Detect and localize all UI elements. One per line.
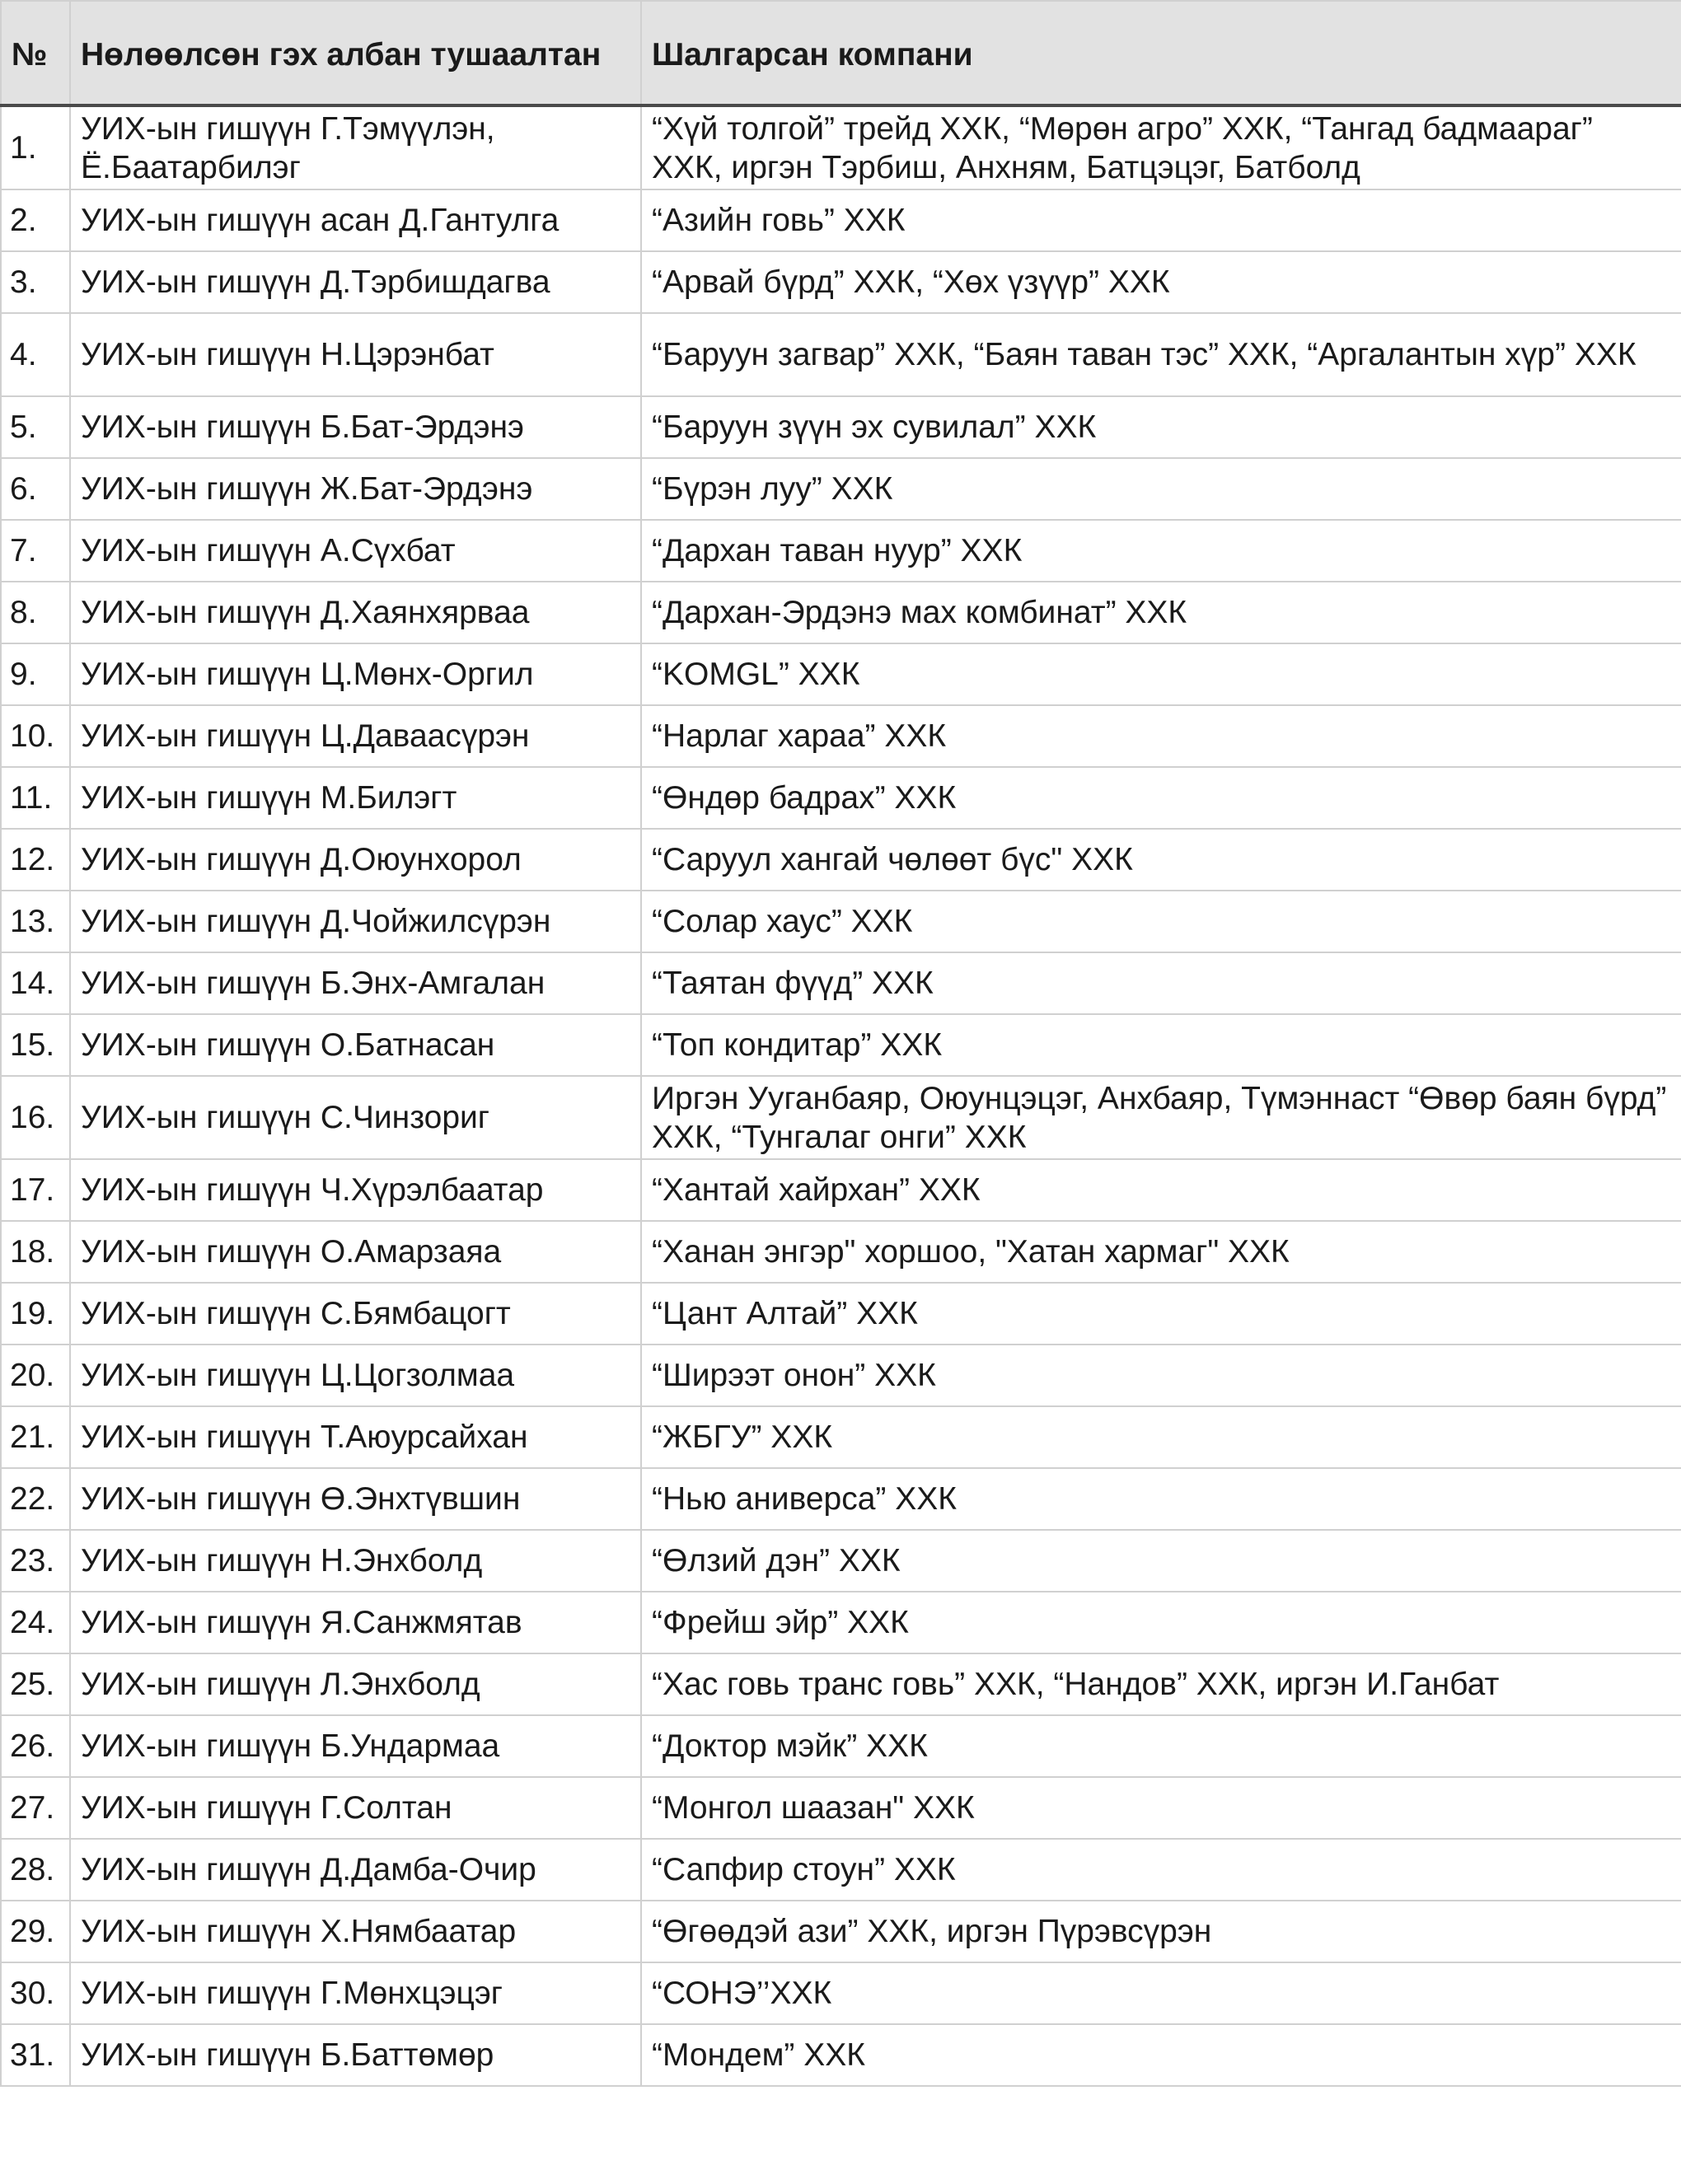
official-cell: УИХ-ын гишүүн Г.Тэмүүлэн, Ё.Баатарбилэг	[70, 105, 641, 189]
row-number: 14.	[1, 952, 70, 1014]
table-row	[1, 2024, 1681, 2086]
row-number: 28.	[1, 1839, 70, 1901]
official-cell: УИХ-ын гишүүн Ч.Хүрэлбаатар	[70, 1159, 641, 1221]
official-cell: УИХ-ын гишүүн Б.Ундармаа	[70, 1715, 641, 1777]
table-row	[1, 1468, 1681, 1530]
company-cell: Иргэн Ууганбаяр, Оюунцэцэг, Анхбаяр, Түмэннаст “Өвөр баян бүрд” ХХК, “Тунгалаг онги” ХХК	[641, 1076, 1681, 1159]
table-row	[1, 251, 1681, 313]
table-row	[1, 1406, 1681, 1468]
official-cell: УИХ-ын гишүүн Н.Энхболд	[70, 1530, 641, 1592]
table-row	[1, 1777, 1681, 1839]
table-row	[1, 767, 1681, 829]
table-row	[1, 643, 1681, 705]
official-cell: УИХ-ын гишүүн Г.Мөнхцэцэг	[70, 1962, 641, 2024]
table-row	[1, 705, 1681, 767]
row-number: 20.	[1, 1345, 70, 1406]
table-row	[1, 189, 1681, 251]
company-cell: “Хүй толгой” трейд ХХК, “Мөрөн агро” ХХК, “Тангад бадмаараг” ХХК, иргэн Тэрбиш, Анхням, Батцэцэг, Батболд	[641, 105, 1681, 189]
company-cell: “Баруун зүүн эх сувилал” ХХК	[641, 396, 1681, 458]
company-cell: “Өлзий дэн” ХХК	[641, 1530, 1681, 1592]
official-cell: УИХ-ын гишүүн Б.Энх-Амгалан	[70, 952, 641, 1014]
company-cell: “Саруул хангай чөлөөт бүс" ХХК	[641, 829, 1681, 891]
table-row	[1, 891, 1681, 952]
official-cell: УИХ-ын гишүүн Х.Нямбаатар	[70, 1901, 641, 1962]
table-row	[1, 1592, 1681, 1653]
table-row	[1, 1901, 1681, 1962]
official-cell: УИХ-ын гишүүн Ө.Энхтүвшин	[70, 1468, 641, 1530]
row-number: 1.	[1, 105, 70, 189]
company-cell: “Өндөр бадрах” ХХК	[641, 767, 1681, 829]
row-number: 12.	[1, 829, 70, 891]
company-cell: “Солар хаус” ХХК	[641, 891, 1681, 952]
row-number: 8.	[1, 582, 70, 643]
official-cell: УИХ-ын гишүүн Л.Энхболд	[70, 1653, 641, 1715]
company-cell: “Арвай бүрд” ХХК, “Хөх үзүүр” ХХК	[641, 251, 1681, 313]
official-cell: УИХ-ын гишүүн Н.Цэрэнбат	[70, 313, 641, 396]
row-number: 4.	[1, 313, 70, 396]
official-cell: УИХ-ын гишүүн Д.Дамба-Очир	[70, 1839, 641, 1901]
official-cell: УИХ-ын гишүүн Д.Тэрбишдагва	[70, 251, 641, 313]
table-row	[1, 829, 1681, 891]
official-cell: УИХ-ын гишүүн А.Сүхбат	[70, 520, 641, 582]
official-cell: УИХ-ын гишүүн Д.Чойжилсүрэн	[70, 891, 641, 952]
row-number: 21.	[1, 1406, 70, 1468]
row-number: 3.	[1, 251, 70, 313]
official-cell: УИХ-ын гишүүн асан Д.Гантулга	[70, 189, 641, 251]
row-number: 22.	[1, 1468, 70, 1530]
table-row	[1, 1530, 1681, 1592]
company-cell: “Ширээт онон” ХХК	[641, 1345, 1681, 1406]
company-cell: “Фрейш эйр” ХХК	[641, 1592, 1681, 1653]
company-cell: “Ханан энгэр" хоршоо, "Хатан хармаг" ХХК	[641, 1221, 1681, 1283]
company-cell: “Нью аниверса” ХХК	[641, 1468, 1681, 1530]
table-row	[1, 1283, 1681, 1345]
official-cell: УИХ-ын гишүүн Ц.Цогзолмаа	[70, 1345, 641, 1406]
row-number: 2.	[1, 189, 70, 251]
row-number: 27.	[1, 1777, 70, 1839]
table-body	[1, 105, 1681, 2086]
header-company: Шалгарсан компани	[641, 1, 1681, 105]
company-cell: “Дархан таван нуур” ХХК	[641, 520, 1681, 582]
official-cell: УИХ-ын гишүүн О.Амарзаяа	[70, 1221, 641, 1283]
company-cell: “Таятан фүүд” ХХК	[641, 952, 1681, 1014]
row-number: 5.	[1, 396, 70, 458]
company-cell: “Доктор мэйк” ХХК	[641, 1715, 1681, 1777]
official-cell: УИХ-ын гишүүн О.Батнасан	[70, 1014, 641, 1076]
company-cell: “ЖБГУ” ХХК	[641, 1406, 1681, 1468]
company-cell: “Хантай хайрхан” ХХК	[641, 1159, 1681, 1221]
company-cell: “Цант Алтай” ХХК	[641, 1283, 1681, 1345]
official-cell: УИХ-ын гишүүн Б.Баттөмөр	[70, 2024, 641, 2086]
company-cell: “Сапфир стоун” ХХК	[641, 1839, 1681, 1901]
row-number: 24.	[1, 1592, 70, 1653]
row-number: 15.	[1, 1014, 70, 1076]
table-row	[1, 1221, 1681, 1283]
header-number: №	[1, 1, 70, 105]
official-cell: УИХ-ын гишүүн С.Чинзориг	[70, 1076, 641, 1159]
row-number: 19.	[1, 1283, 70, 1345]
company-cell: “Баруун загвар” ХХК, “Баян таван тэс” ХХК, “Аргалантын хүр” ХХК	[641, 313, 1681, 396]
official-cell: УИХ-ын гишүүн Я.Санжмятав	[70, 1592, 641, 1653]
company-cell: “Топ кондитар” ХХК	[641, 1014, 1681, 1076]
company-cell: “Өгөөдэй ази” ХХК, иргэн Пүрэвсүрэн	[641, 1901, 1681, 1962]
official-cell: УИХ-ын гишүүн Ж.Бат-Эрдэнэ	[70, 458, 641, 520]
official-cell: УИХ-ын гишүүн Д.Хаянхярваа	[70, 582, 641, 643]
table-row	[1, 1653, 1681, 1715]
table-row	[1, 1159, 1681, 1221]
table-row	[1, 952, 1681, 1014]
header-row	[1, 1, 1681, 105]
company-cell: “Азийн говь” ХХК	[641, 189, 1681, 251]
table-row	[1, 520, 1681, 582]
row-number: 30.	[1, 1962, 70, 2024]
table-row	[1, 458, 1681, 520]
table-header	[1, 1, 1681, 105]
company-cell: “Хас говь транс говь” ХХК, “Нандов” ХХК, иргэн И.Ганбат	[641, 1653, 1681, 1715]
table-row	[1, 105, 1681, 189]
row-number: 7.	[1, 520, 70, 582]
company-cell: “Монгол шаазан" ХХК	[641, 1777, 1681, 1839]
official-cell: УИХ-ын гишүүн Г.Солтан	[70, 1777, 641, 1839]
official-cell: УИХ-ын гишүүн М.Билэгт	[70, 767, 641, 829]
official-cell: УИХ-ын гишүүн С.Бямбацогт	[70, 1283, 641, 1345]
row-number: 25.	[1, 1653, 70, 1715]
company-cell: “Мондем” ХХК	[641, 2024, 1681, 2086]
row-number: 31.	[1, 2024, 70, 2086]
table-row	[1, 1076, 1681, 1159]
row-number: 13.	[1, 891, 70, 952]
official-cell: УИХ-ын гишүүн Ц.Даваасүрэн	[70, 705, 641, 767]
row-number: 16.	[1, 1076, 70, 1159]
table-row	[1, 1962, 1681, 2024]
table-row	[1, 1014, 1681, 1076]
row-number: 11.	[1, 767, 70, 829]
table-row	[1, 1715, 1681, 1777]
row-number: 6.	[1, 458, 70, 520]
official-cell: УИХ-ын гишүүн Б.Бат-Эрдэнэ	[70, 396, 641, 458]
official-cell: УИХ-ын гишүүн Ц.Мөнх-Оргил	[70, 643, 641, 705]
table-row	[1, 582, 1681, 643]
header-official: Нөлөөлсөн гэх албан тушаалтан	[70, 1, 641, 105]
row-number: 29.	[1, 1901, 70, 1962]
row-number: 18.	[1, 1221, 70, 1283]
official-cell: УИХ-ын гишүүн Т.Аюурсайхан	[70, 1406, 641, 1468]
official-cell: УИХ-ын гишүүн Д.Оюунхорол	[70, 829, 641, 891]
company-cell: “Бүрэн луу” ХХК	[641, 458, 1681, 520]
table-row	[1, 1345, 1681, 1406]
table-row	[1, 313, 1681, 396]
row-number: 9.	[1, 643, 70, 705]
company-cell: “Нарлаг хараа” ХХК	[641, 705, 1681, 767]
table-row	[1, 1839, 1681, 1901]
company-cell: “СОНЭ’’ХХК	[641, 1962, 1681, 2024]
row-number: 10.	[1, 705, 70, 767]
row-number: 23.	[1, 1530, 70, 1592]
row-number: 17.	[1, 1159, 70, 1221]
table-row	[1, 396, 1681, 458]
company-cell: “Дархан-Эрдэнэ мах комбинат” ХХК	[641, 582, 1681, 643]
row-number: 26.	[1, 1715, 70, 1777]
company-cell: “KOMGL” ХХК	[641, 643, 1681, 705]
